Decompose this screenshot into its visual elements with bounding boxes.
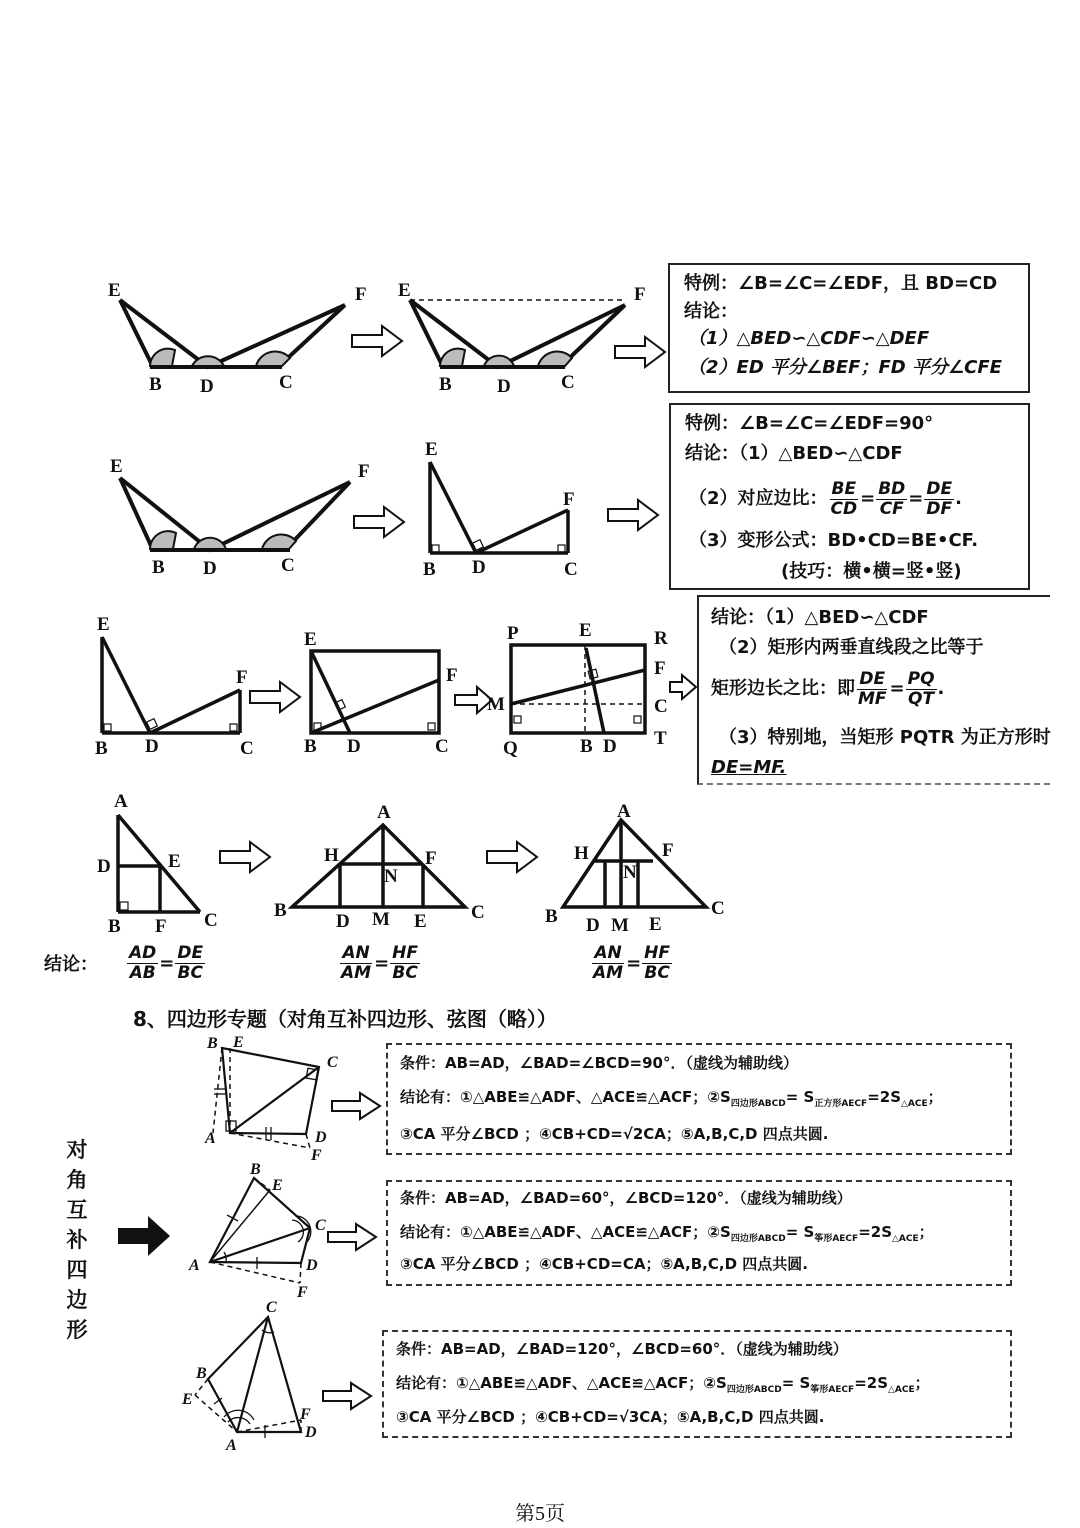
conclusion-text [400, 1225, 934, 1244]
label: M [611, 915, 629, 936]
fraction [390, 945, 420, 982]
side-char: 形 [66, 1318, 88, 1342]
side-char: 互 [66, 1198, 88, 1222]
conclusion: 结论有：①△ABE≌△ADF、△ACE≌△ACF；②S [400, 1223, 731, 1241]
condition-text [400, 1191, 852, 1206]
numerator: DE [926, 478, 953, 499]
row1-conclusion-box [668, 263, 1030, 393]
numerator: HF [644, 943, 671, 963]
label: E [108, 280, 121, 301]
denominator: CD [830, 498, 858, 519]
label: B [274, 900, 287, 921]
fraction [876, 478, 907, 519]
label: M [487, 694, 505, 715]
denominator: BC [644, 963, 670, 983]
arrow [487, 842, 537, 872]
conclusion-3: （3）变形公式：BD•CD=BE•CF. [689, 530, 979, 551]
numerator: PQ [907, 668, 935, 689]
numerator: AN [594, 943, 622, 963]
conclusion-2: （2）矩形内两垂直线段之比等于 [719, 637, 984, 658]
label: C [654, 696, 668, 717]
side-char: 边 [66, 1288, 88, 1312]
condition: 条件：AB=AD，∠BAD=60°，∠BCD=120°． [400, 1189, 740, 1207]
denominator: MF [858, 688, 887, 709]
denominator: QT [908, 688, 935, 709]
arrow [670, 675, 696, 699]
label: F [425, 848, 437, 869]
ratio-label: 矩形边长之比：即 [711, 678, 855, 699]
arrow [332, 1093, 380, 1119]
label: F [297, 1284, 308, 1301]
quad-figure-3 [195, 1317, 301, 1438]
conclusion-label: 结论： [44, 954, 98, 975]
label: E [168, 851, 181, 872]
label: C [471, 902, 485, 923]
label: T [654, 728, 667, 749]
label: B [95, 738, 108, 759]
subscript: 筝形AECF [810, 1385, 855, 1395]
denominator: AM [593, 963, 624, 983]
quad-figure-1 [213, 1048, 319, 1148]
label: B [545, 906, 558, 927]
side-char: 四 [66, 1258, 88, 1282]
label: F [563, 489, 575, 510]
label: F [155, 916, 167, 937]
label: D [603, 736, 617, 757]
row4-figure-1 [118, 815, 200, 912]
label: M [372, 909, 390, 930]
label: D [315, 1129, 327, 1146]
label: C [561, 372, 575, 393]
row1-figure-1 [120, 300, 345, 367]
arrow [328, 1224, 376, 1250]
label: D [347, 736, 361, 757]
conclusion-end: =2S [858, 1223, 892, 1241]
side-char: 补 [66, 1228, 88, 1252]
quad-box-3 [382, 1330, 1012, 1438]
label: E [414, 911, 427, 932]
subscript: △ACE [901, 1099, 928, 1109]
row2-conclusion-box [669, 403, 1030, 590]
denominator: CF [879, 498, 904, 519]
label: C [435, 736, 449, 757]
subscript: 四边形ABCD [730, 1234, 786, 1244]
fraction [591, 945, 625, 982]
subscript: 四边形ABCD [730, 1099, 786, 1109]
label: B [580, 736, 593, 757]
special-case-text: 特例：∠B=∠C=∠EDF=90° [685, 413, 934, 434]
label: B [149, 374, 162, 395]
label: C [240, 738, 254, 759]
conclusion-mid: = S [785, 1223, 815, 1241]
label: C [281, 555, 295, 576]
label: F [311, 1147, 322, 1164]
conclusion-line-3: ③CA 平分∠BCD ；④CB+CD=CA；⑤A,B,C,D 四点共圆. [400, 1255, 808, 1273]
label: N [384, 866, 398, 887]
conclusion-end: =2S [867, 1088, 901, 1106]
label: D [586, 915, 600, 936]
label: E [398, 280, 411, 301]
subscript: △ACE [892, 1234, 919, 1244]
condition-note: （虚线为辅助线） [739, 1189, 852, 1207]
quad-box-1 [386, 1043, 1012, 1155]
condition: 条件：AB=AD，∠BAD=∠BCD=90°． [400, 1054, 686, 1072]
denominator: AM [341, 963, 372, 983]
label: D [336, 911, 350, 932]
subscript: △ACE [888, 1385, 915, 1395]
label: D [306, 1257, 318, 1274]
subscript: 四边形ABCD [726, 1385, 782, 1395]
condition-note: （虚线为辅助线） [735, 1340, 848, 1358]
label: N [623, 862, 637, 883]
label: B [207, 1035, 218, 1052]
quad-figure-2 [210, 1178, 311, 1283]
row3-figure-2 [311, 651, 439, 733]
label: F [236, 667, 248, 688]
conclusion-text [396, 1376, 930, 1395]
row2-figure-1 [120, 478, 350, 550]
label: D [97, 856, 111, 877]
conclusion: 结论有：①△ABE≌△ADF、△ACE≌△ACF；②S [396, 1374, 727, 1392]
fraction [175, 945, 205, 982]
section-title: 8、四边形专题（对角互补四边形、弦图（略）） [133, 1007, 557, 1031]
row3-figure-3 [511, 645, 645, 733]
ratio-formula-2: $\frac{AN}{AM}$ = $\frac{HF}{BC}$ [341, 943, 419, 983]
label: D [305, 1424, 317, 1441]
label: F [355, 284, 367, 305]
label: B [423, 559, 436, 580]
quad-box-2 [386, 1180, 1012, 1286]
fraction [339, 945, 373, 982]
denominator: DF [926, 498, 953, 519]
conclusion-1: 结论：（1）△BED∽△CDF [711, 607, 929, 628]
numerator: HF [392, 943, 419, 963]
label: B [108, 916, 121, 937]
subscript: 筝形AECF [814, 1234, 859, 1244]
fraction [924, 478, 954, 519]
label: F [300, 1406, 311, 1423]
label: A [189, 1257, 200, 1274]
row1-figure-2 [410, 300, 625, 367]
label: P [507, 623, 519, 644]
label: Q [503, 738, 518, 759]
conclusion-label: 结论： [684, 301, 738, 322]
numerator: DE [859, 668, 886, 689]
conclusion-2: （2）ED 平分∠BEF；FD 平分∠CFE [688, 357, 1002, 378]
row4-figure-2 [292, 825, 465, 907]
fraction [127, 945, 158, 982]
label: E [182, 1391, 193, 1408]
label: C [204, 910, 218, 931]
arrow [352, 326, 402, 356]
conclusion-line-3: ③CA 平分∠BCD ；④CB+CD=√3CA；⑤A,B,C,D 四点共圆. [396, 1408, 825, 1426]
arrow [220, 842, 270, 872]
conclusion-tail: ； [918, 1223, 934, 1241]
ratio-formula-3: $\frac{AN}{AM}$ = $\frac{HF}{BC}$ [593, 943, 671, 983]
condition-text [396, 1342, 848, 1357]
label: D [200, 376, 214, 397]
subscript: 正方形AECF [814, 1099, 868, 1109]
conclusion-3: （3）特别地，当矩形 PQTR 为正方形时 [719, 727, 1051, 748]
label: D [203, 558, 217, 579]
label: C [327, 1054, 338, 1071]
condition-note: （虚线为辅助线） [685, 1054, 798, 1072]
label: F [446, 665, 458, 686]
label: R [654, 628, 668, 649]
label: E [110, 456, 123, 477]
fraction [829, 478, 860, 519]
label: F [654, 658, 666, 679]
label: A [377, 802, 391, 823]
conclusion-1: （1）△BED∽△CDF∽△DEF [688, 328, 930, 349]
conclusion-2-cont: 矩形边长之比：即 $\frac{DE}{MF}$ = $\frac{PQ}{QT}$ . [711, 668, 945, 709]
numerator: AD [129, 943, 157, 963]
fraction [906, 668, 937, 709]
special-case-text: 特例：∠B=∠C=∠EDF，且 BD=CD [684, 273, 998, 294]
numerator: BD [878, 478, 906, 499]
numerator: DE [177, 943, 204, 963]
label: H [574, 843, 589, 864]
arrow [608, 500, 658, 530]
label: B [152, 557, 165, 578]
label: F [358, 461, 370, 482]
label: A [226, 1437, 237, 1454]
ratio-formula-1: $\frac{AD}{AB}$ = $\frac{DE}{BC}$ [129, 943, 204, 983]
denominator: AB [129, 963, 156, 983]
side-label [64, 1135, 90, 1345]
ratio-label: （2）对应边比： [689, 488, 828, 509]
page-number: 第5页 [515, 1503, 565, 1525]
conclusion-mid: = S [785, 1088, 815, 1106]
label: E [233, 1034, 244, 1051]
label: B [304, 736, 317, 757]
numerator: AN [342, 943, 370, 963]
denominator: BC [392, 963, 418, 983]
label: E [304, 629, 317, 650]
conclusion: 结论有：①△ABE≌△ADF、△ACE≌△ACF；②S [400, 1088, 731, 1106]
label: A [617, 801, 631, 822]
arrow [354, 507, 404, 537]
label: B [196, 1365, 207, 1382]
label: C [266, 1299, 277, 1316]
label: E [649, 914, 662, 935]
conclusion-mid: = S [781, 1374, 811, 1392]
conclusion-tail: ； [914, 1374, 930, 1392]
label: B [439, 374, 452, 395]
condition: 条件：AB=AD，∠BAD=120°，∠BCD=60°． [396, 1340, 736, 1358]
row3-figure-1 [102, 637, 240, 733]
fraction [642, 945, 672, 982]
side-char: 角 [66, 1168, 88, 1192]
condition-text [400, 1056, 798, 1071]
arrow [250, 682, 300, 712]
conclusion-end: =2S [854, 1374, 888, 1392]
side-char: 对 [66, 1138, 88, 1162]
tip-text: (技巧：横•横=竖•竖) [781, 561, 962, 582]
label: F [634, 284, 646, 305]
label: H [324, 845, 339, 866]
conclusion-3-cont: DE=MF. [711, 757, 787, 778]
label: E [579, 620, 592, 641]
label: F [662, 840, 674, 861]
denominator: BC [177, 963, 203, 983]
numerator: BE [831, 478, 857, 499]
label: D [472, 557, 486, 578]
row2-figure-2 [430, 462, 568, 553]
solid-arrow [118, 1216, 170, 1256]
conclusion-tail: ； [927, 1088, 943, 1106]
conclusion-text [400, 1090, 943, 1109]
label: D [497, 376, 511, 397]
fraction [856, 668, 889, 709]
label: D [145, 736, 159, 757]
label: E [272, 1177, 283, 1194]
arrow [323, 1383, 371, 1409]
label: C [315, 1217, 326, 1234]
label: A [205, 1130, 216, 1147]
conclusion-line-3: ③CA 平分∠BCD ；④CB+CD=√2CA；⑤A,B,C,D 四点共圆. [400, 1125, 829, 1143]
label: C [711, 898, 725, 919]
label: E [97, 614, 110, 635]
label: A [114, 791, 128, 812]
conclusion-1: 结论：（1）△BED∽△CDF [685, 443, 903, 464]
label: C [564, 559, 578, 580]
label: E [425, 439, 438, 460]
conclusion-2: （2）对应边比： $\frac{BE}{CD}$ = $\frac{BD}{CF}$ = $\frac{DE}{DF}$ . [689, 478, 962, 519]
label: B [250, 1161, 261, 1178]
row3-conclusion-box [697, 595, 1050, 785]
label: C [279, 372, 293, 393]
arrow [615, 337, 665, 367]
